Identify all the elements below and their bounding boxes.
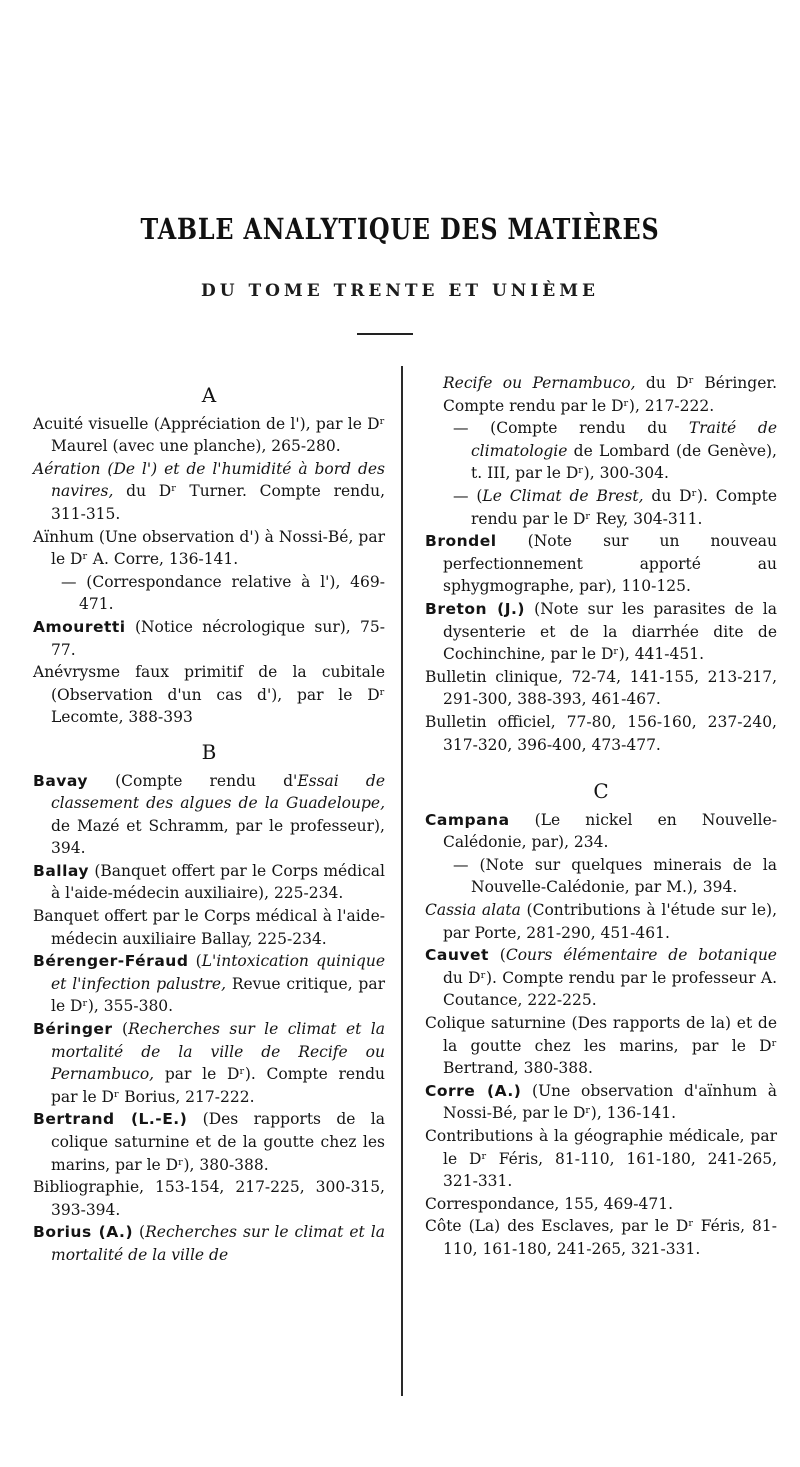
index-entry xyxy=(425,666,777,711)
section-letter-c: C xyxy=(593,779,609,804)
entry-initials: (J.) xyxy=(487,599,526,618)
entry-head: Borius xyxy=(33,1223,92,1242)
index-entry xyxy=(425,1125,777,1193)
entry-text: Bulletin officiel, 77-80, 156-160, 237-240, 317-320, 396-400, 473-477. xyxy=(425,712,777,754)
entry-head: Corre xyxy=(425,1081,476,1100)
entry-text: Revue critique, par le Dʳ), 355-380. xyxy=(51,974,385,1016)
index-entry xyxy=(33,1221,385,1266)
entry-text: du Dʳ Béringer. Compte rendu par le Dʳ), 217-222. xyxy=(443,374,777,415)
index-entry xyxy=(33,950,385,1018)
entry-head: Amouretti xyxy=(33,617,126,636)
entry-title-italic: Le Climat de Brest, xyxy=(482,486,644,505)
index-entry xyxy=(425,711,777,756)
index-entry xyxy=(33,616,385,661)
left-column xyxy=(33,380,385,1267)
entry-text: (Compte rendu d' xyxy=(87,771,298,790)
index-entry xyxy=(425,1215,777,1260)
column-divider xyxy=(401,366,403,1396)
index-entry xyxy=(33,1176,385,1221)
entry-title-italic: Recherches sur le climat et la mortalité de la ville de Recife ou Pernambuco, xyxy=(51,1020,385,1084)
index-entry-continued xyxy=(425,372,777,417)
entry-text: Colique saturnine (Des rapports de la) et de la goutte chez les marins, par le Dʳ Bertrand, 380-388. xyxy=(425,1014,777,1078)
entry-title-italic: Traité de climatologie xyxy=(471,419,778,460)
index-entry xyxy=(425,944,777,1012)
entry-head: Campana xyxy=(425,810,510,829)
entry-text: Aïnhum (Une observation d') à Nossi-Bé, par le Dʳ A. Corre, 136-141. xyxy=(33,527,385,569)
entry-text: du Dʳ). Compte rendu par le professeur A. Coutance, 222-225. xyxy=(443,968,777,1010)
index-entry xyxy=(33,1108,385,1176)
entry-text: (Une observation d'aïnhum à Nossi-Bé, par le Dʳ), 136-141. xyxy=(443,1081,777,1123)
page-subtitle: DU TOME TRENTE ET UNIÈME xyxy=(200,281,599,301)
entry-text: ( xyxy=(112,1020,129,1039)
index-entry xyxy=(33,661,385,729)
entry-text: ( xyxy=(188,952,202,971)
entry-text: par le Dʳ). Compte rendu par le Dʳ Borius, 217-222. xyxy=(51,1065,385,1106)
entry-title-italic: Aération (De l') et de l'humidité à bord des navires, xyxy=(33,459,385,501)
page-title: TABLE ANALYTIQUE DES MATIÈRES xyxy=(140,212,660,246)
entry-text: Anévrysme faux primitif de la cubitale (Observation d'un cas d'), par le Dʳ Lecomte, 388-393 xyxy=(33,663,385,727)
index-entry xyxy=(33,905,385,950)
entry-head: Béringer xyxy=(33,1020,113,1039)
section-letter-a: A xyxy=(201,383,217,407)
entry-text: (Banquet offert par le Corps médical à l'aide-médecin auxiliaire), 225-234. xyxy=(51,861,385,903)
entry-title-italic: Cours élémentaire de botanique xyxy=(505,946,777,965)
entry-text: (Note sur les parasites de la dysenterie et de la diarrhée dite de Cochinchine, par le Dʳ), 441-451. xyxy=(443,599,777,664)
index-entry xyxy=(425,530,777,598)
index-entry xyxy=(425,1012,777,1080)
entry-text: Côte (La) des Esclaves, par le Dʳ Féris, 81-110, 161-180, 241-265, 321-331. xyxy=(425,1217,777,1258)
entry-initials: (A.) xyxy=(475,1081,522,1100)
entry-head: Bérenger-Féraud xyxy=(33,952,189,971)
entry-text: Acuité visuelle (Appréciation de l'), par le Dʳ Maurel (avec une planche), 265-280. xyxy=(33,414,385,456)
entry-title-italic: Recherches sur le climat et la mortalité de la ville de xyxy=(51,1223,385,1264)
entry-text: (Des rapports de la colique saturnine et de la goutte chez les marins, par le Dʳ), 380-388. xyxy=(51,1110,385,1174)
entry-text: — (Correspondance relative à l'), 469-471. xyxy=(61,572,385,614)
entry-text: ( xyxy=(133,1223,146,1242)
index-entry xyxy=(33,413,385,458)
entry-text: (Notice nécrologique sur), 75-77. xyxy=(51,617,385,659)
entry-text: (Note sur un nouveau perfectionnement apporté au sphygmographe, par), 110-125. xyxy=(443,532,777,596)
entry-initials: (A.) xyxy=(91,1223,134,1242)
entry-text: ( xyxy=(488,946,506,965)
entry-head: Bertrand xyxy=(33,1110,115,1129)
entry-text: de Mazé et Schramm, par le professeur), 394. xyxy=(51,816,385,858)
entry-text: Correspondance, 155, 469-471. xyxy=(425,1194,673,1213)
index-entry xyxy=(425,899,777,944)
title-rule xyxy=(357,333,413,335)
entry-title-italic: Cassia alata xyxy=(425,901,521,920)
entry-head: Brondel xyxy=(425,532,497,551)
right-column xyxy=(425,372,777,1261)
entry-text: Bulletin clinique, 72-74, 141-155, 213-217, 291-300, 388-393, 461-467. xyxy=(425,667,777,709)
entry-initials: (L.-E.) xyxy=(114,1110,188,1129)
index-entry xyxy=(425,809,777,854)
entry-title-italic: Recife ou Pernambuco, xyxy=(443,374,636,392)
index-entry xyxy=(33,1018,385,1108)
index-entry xyxy=(425,1193,777,1216)
entry-text: de Lombard (de Genève), t. III, par le Dʳ), 300-304. xyxy=(471,441,777,483)
entry-head: Breton xyxy=(425,599,488,618)
entry-text: — ( xyxy=(453,486,483,505)
index-subentry xyxy=(33,571,385,616)
entry-head: Cauvet xyxy=(425,946,489,965)
entry-text: (Contributions à l'étude sur le), par Porte, 281-290, 451-461. xyxy=(443,901,778,942)
entry-head: Bavay xyxy=(33,771,88,790)
entry-text: — (Note sur quelques minerais de la Nouvelle-Calédonie, par M.), 394. xyxy=(453,855,777,897)
entry-text: Banquet offert par le Corps médical à l'aide-médecin auxiliaire Ballay, 225-234. xyxy=(33,907,385,948)
index-subentry xyxy=(425,854,777,899)
index-entry xyxy=(425,598,777,666)
index-subentry xyxy=(425,417,777,485)
index-entry xyxy=(33,860,385,905)
section-letter-b: B xyxy=(201,739,217,764)
entry-text: — (Compte rendu du xyxy=(453,419,689,438)
entry-text: Contributions à la géographie médicale, par le Dʳ Féris, 81-110, 161-180, 241-265, 321-331. xyxy=(425,1127,777,1191)
index-subentry xyxy=(425,485,777,530)
entry-text: (Le nickel en Nouvelle-Calédonie, par), 234. xyxy=(443,810,777,852)
entry-text: du Dʳ Turner. Compte rendu, 311-315. xyxy=(51,482,385,523)
entry-title-italic: Essai de classement des algues de la Guadeloupe, xyxy=(51,771,385,813)
index-entry xyxy=(33,770,385,860)
entry-text: du Dʳ). Compte rendu par le Dʳ Rey, 304-311. xyxy=(471,486,777,528)
entry-text: Bibliographie, 153-154, 217-225, 300-315, 393-394. xyxy=(33,1178,385,1219)
index-entry xyxy=(33,458,385,526)
index-entry xyxy=(33,526,385,571)
entry-title-italic: L'intoxication quinique et l'infection palustre, xyxy=(51,952,385,993)
index-entry xyxy=(425,1080,777,1125)
entry-head: Ballay xyxy=(33,861,89,880)
